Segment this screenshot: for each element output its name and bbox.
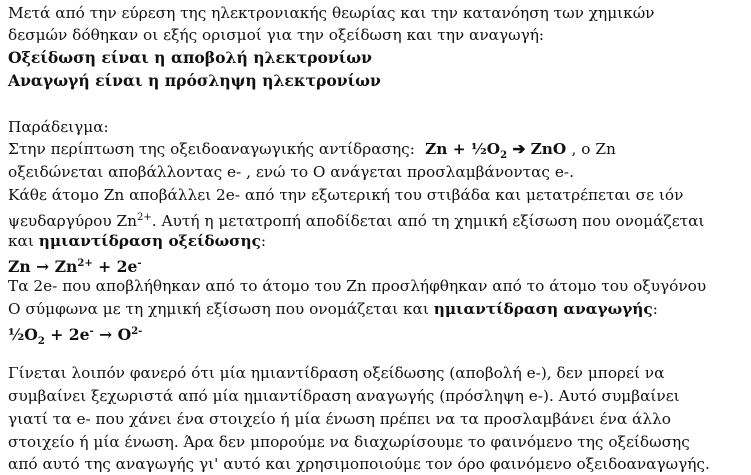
reduction-definition: Αναγωγή είναι η πρόσληψη ηλεκτρονίων bbox=[8, 71, 381, 90]
example-line-5 bbox=[8, 231, 266, 251]
reduction-half-equation bbox=[8, 322, 143, 347]
reduction-eq-right: → O bbox=[93, 325, 132, 344]
example-line-5-pre: και bbox=[8, 232, 39, 250]
example-line-1-tail: , ο Zn bbox=[571, 140, 616, 158]
conclusion-line-3: γιατί τα e- που χάνει ένα στοιχείο ή μία ένωση πρέπει να τα προσλαμβάνει ένα άλλο bbox=[8, 410, 671, 428]
example-line-3: Κάθε άτομο Zn αποβάλλει 2e- από την εξωτερική του στιβάδα και μετατρέπεται σε ιόν bbox=[8, 186, 684, 204]
oxidation-half-equation bbox=[8, 254, 142, 274]
reduction-eq-subscript: 2 bbox=[37, 336, 45, 347]
oxidation-eq-left: Zn → Zn bbox=[8, 257, 78, 276]
example-line-4-pre: ψευδαργύρου Zn bbox=[8, 212, 138, 230]
oxidation-eq-right: + 2e bbox=[92, 257, 138, 276]
example-line-4 bbox=[8, 208, 704, 228]
reaction-reactants: Zn + ½O bbox=[425, 140, 501, 158]
reduction-eq-charge: 2- bbox=[131, 326, 143, 337]
example-heading: Παράδειγμα: bbox=[8, 118, 109, 136]
oxidation-eq-charge: 2+ bbox=[77, 258, 93, 269]
intro-line-2: δεσμών δόθηκαν οι εξής ορισμοί για την οξείδωση και την αναγωγή: bbox=[8, 26, 545, 44]
example-line-1-text: Στην περίπτωση της οξειδοαναγωγικής αντίδρασης: bbox=[8, 140, 415, 158]
example-line-8-pre: Ο σύμφωνα με τη χημική εξίσωση που ονομάζεται και bbox=[8, 300, 434, 318]
conclusion-line-5: από αυτό της αναγωγής γι' αυτό και χρησιμοποιούμε τον όρο φαινόμενο οξειδοαναγωγής. bbox=[8, 455, 710, 473]
reaction-o2-subscript: 2 bbox=[500, 150, 508, 161]
reduction-eq-electron-sign: - bbox=[89, 326, 94, 337]
example-line-1 bbox=[8, 139, 616, 159]
zn-charge-superscript: 2+ bbox=[137, 212, 152, 223]
example-line-7: Τα 2e- που αποβλήθηκαν από το άτομο του Zn προσλήφθηκαν από το άτομο του οξυγόνου bbox=[8, 277, 707, 295]
oxidation-eq-electron-sign: - bbox=[137, 258, 142, 269]
reduction-eq-left: ½O bbox=[8, 325, 38, 344]
reduction-half-reaction-term: ημιαντίδραση αναγωγής bbox=[433, 300, 653, 318]
reduction-eq-middle: + 2e bbox=[44, 325, 90, 344]
oxidation-half-reaction-term: ημιαντίδραση οξείδωσης bbox=[38, 232, 261, 250]
conclusion-line-1: Γίνεται λοιπόν φανερό ότι μία ημιαντίδραση οξείδωσης (αποβολή e-), δεν μπορεί να bbox=[8, 364, 665, 382]
reaction-equation bbox=[420, 140, 572, 161]
intro-line-1: Μετά από την εύρεση της ηλεκτρονιακής θεωρίας και την κατανόηση των χημικών bbox=[8, 4, 655, 22]
oxidation-definition: Οξείδωση είναι η αποβολή ηλεκτρονίων bbox=[8, 48, 372, 67]
example-line-8 bbox=[8, 299, 658, 319]
reaction-product: ZnO bbox=[530, 140, 567, 158]
example-line-5-post: : bbox=[260, 232, 267, 250]
reaction-arrow-icon: ➔ bbox=[512, 140, 526, 158]
conclusion-line-2: συμβαίνει ξεχωριστά από μία ημιαντίδραση αναγωγής (πρόσληψη e-). Αυτό συμβαίνει bbox=[8, 387, 680, 405]
example-line-4-post: . Αυτή η μετατροπή αποδίδεται από τη χημική εξίσωση που ονομάζεται bbox=[151, 212, 705, 230]
conclusion-line-4: στοιχείο ή μία ένωση. Άρα δεν μπορούμε να διαχωρίσουμε το φαινόμενο της οξείδωσης bbox=[8, 433, 690, 451]
example-line-8-post: : bbox=[652, 300, 658, 318]
example-line-2: οξειδώνεται αποβάλλοντας e- , ενώ το Ο ανάγεται προσλαμβάνοντας e-. bbox=[8, 163, 574, 181]
